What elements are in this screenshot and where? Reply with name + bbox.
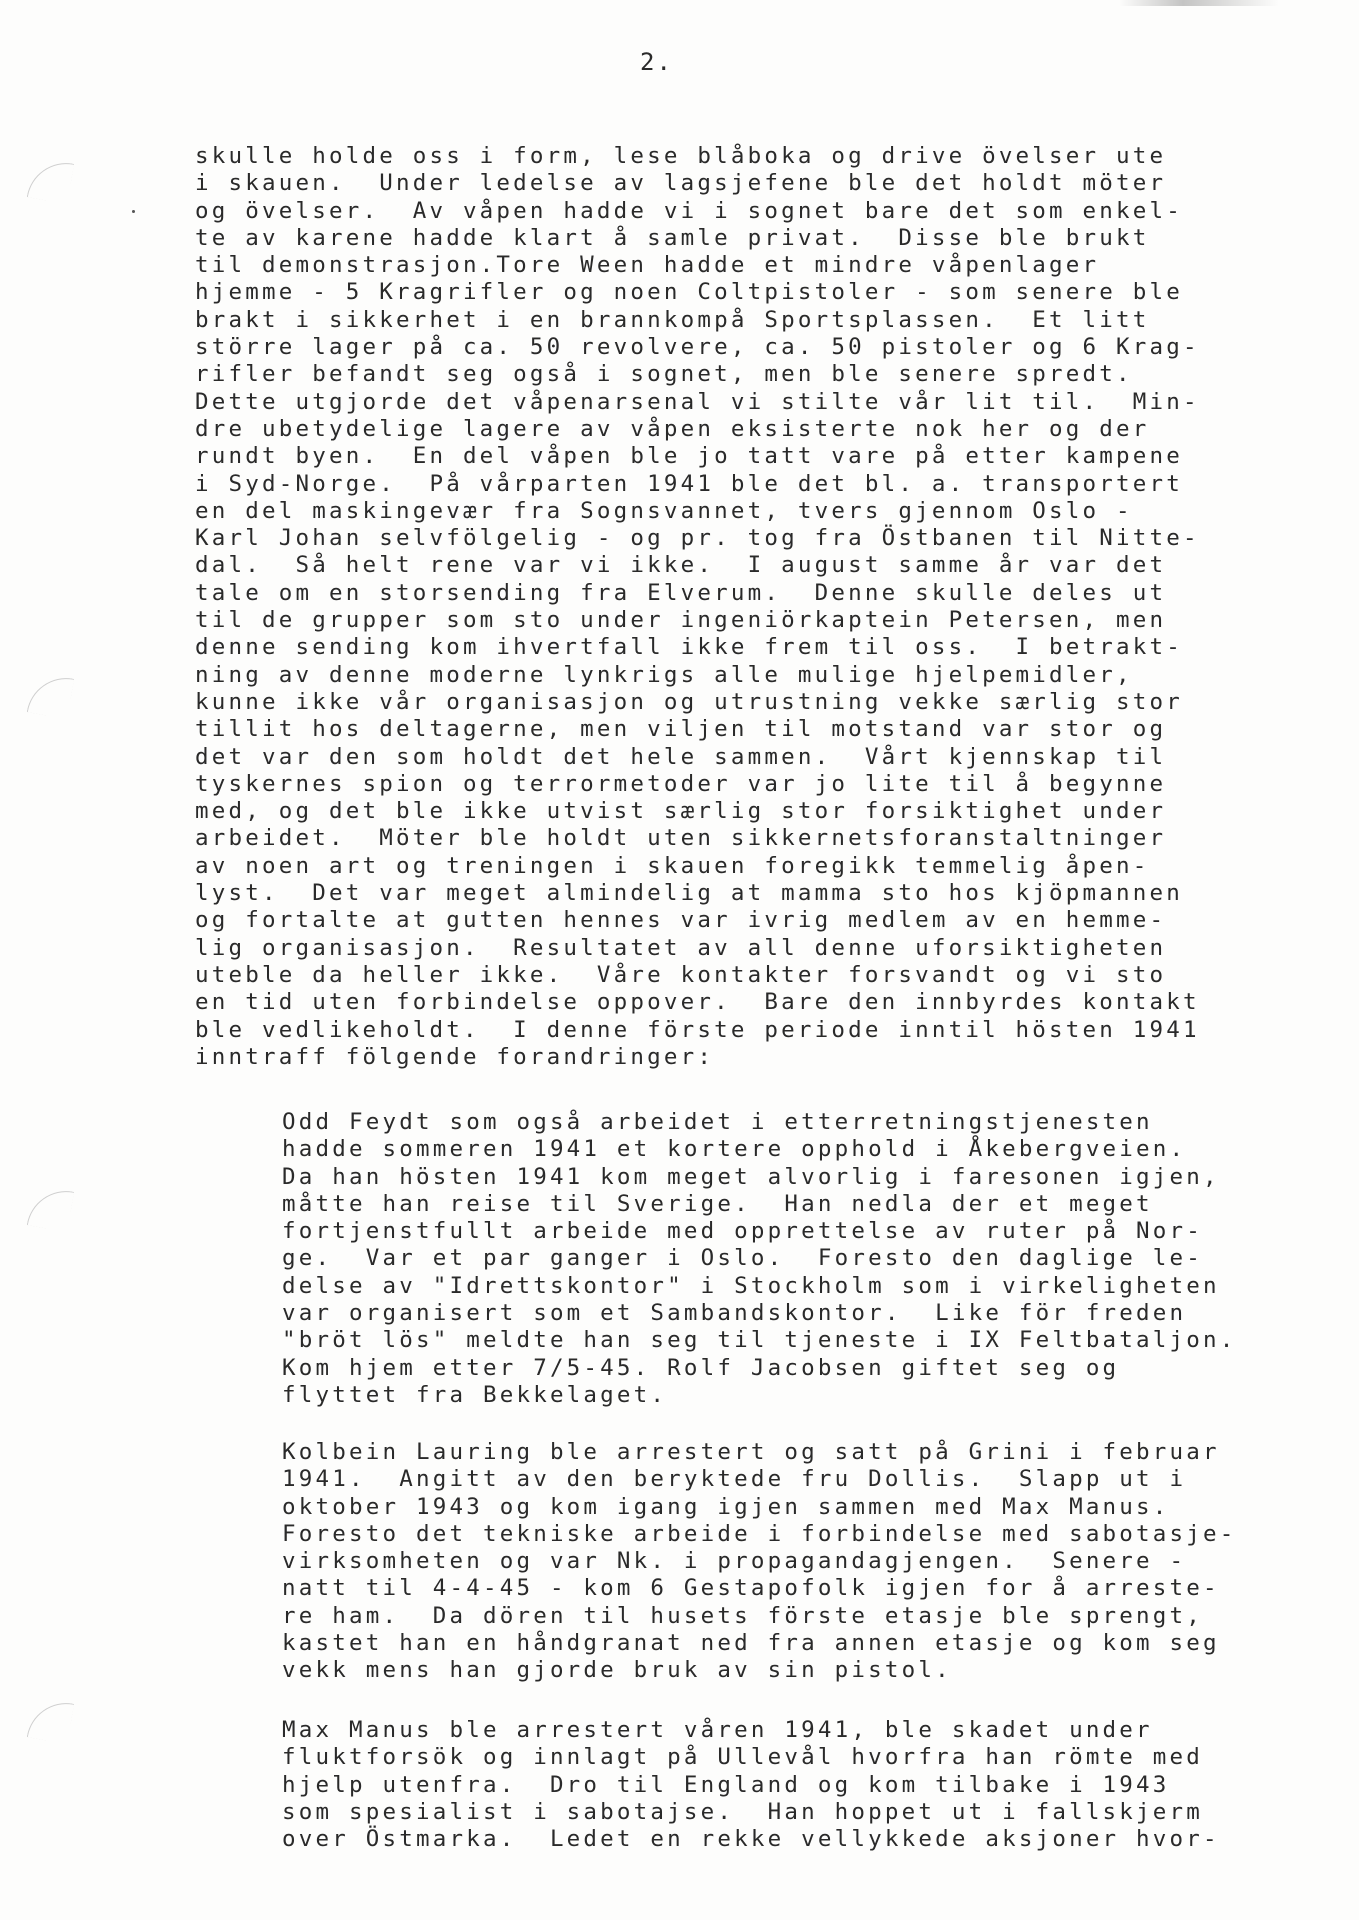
- text-line: Odd Feydt som også arbeidet i etterretningstjenesten: [282, 1109, 1153, 1135]
- text-line: i Syd-Norge. På vårparten 1941 ble det bl. a. transportert: [195, 470, 1184, 497]
- text-line: dal. Så helt rene var vi ikke. I august samme år var det: [195, 552, 1167, 579]
- paragraph-intro: [195, 143, 1200, 1071]
- punch-hole-mark: [27, 1185, 74, 1232]
- text-line: re ham. Da dören til husets förste etasje ble sprengt,: [282, 1602, 1204, 1629]
- punch-hole-mark: [27, 157, 74, 204]
- text-line: tyskernes spion og terrormetoder var jo lite til å begynne: [195, 770, 1167, 797]
- paragraph-max-manus: [282, 1717, 1220, 1853]
- ink-speck: [132, 210, 135, 213]
- text-line: til de grupper som sto under ingeniörkaptein Petersen, men: [195, 607, 1167, 634]
- text-line: som spesialist i sabotajse. Han hoppet ut i fallskjerm: [282, 1798, 1204, 1825]
- text-line: dre ubetydelige lagere av våpen eksisterte nok her og der: [195, 415, 1150, 442]
- text-line: fluktforsök og innlagt på Ullevål hvorfra han römte med: [282, 1744, 1204, 1771]
- text-line: en del maskingevær fra Sognsvannet, tvers gjennom Oslo -: [195, 497, 1133, 524]
- text-line: skulle holde oss i form, lese blåboka og drive övelser ute: [195, 143, 1167, 169]
- paragraph-kolbein-lauring: [282, 1439, 1237, 1685]
- text-line: lig organisasjon. Resultatet av all denne uforsiktigheten: [195, 934, 1167, 961]
- text-line: Kom hjem etter 7/5-45. Rolf Jacobsen giftet seg og: [282, 1354, 1120, 1381]
- text-line: det var den som holdt det hele sammen. Vårt kjennskap til: [195, 743, 1167, 770]
- punch-hole-mark: [27, 672, 74, 719]
- text-line: rifler befandt seg også i sognet, men ble senere spredt.: [195, 361, 1133, 388]
- text-line: Karl Johan selvfölgelig - og pr. tog fra Östbanen til Nitte-: [195, 525, 1200, 552]
- text-line: med, og det ble ikke utvist særlig stor forsiktighet under: [195, 798, 1167, 825]
- text-line: til demonstrasjon.Tore Ween hadde et mindre våpenlager: [195, 252, 1100, 279]
- text-line: Dette utgjorde det våpenarsenal vi stilte vår lit til. Min-: [195, 388, 1200, 415]
- text-line: inntraff fölgende forandringer:: [195, 1043, 715, 1070]
- text-line: tillit hos deltagerne, men viljen til motstand var stor og: [195, 716, 1167, 743]
- text-line: kunne ikke vår organisasjon og utrustning vekke særlig stor: [195, 688, 1184, 715]
- text-line: Foresto det tekniske arbeide i forbindelse med sabotasje-: [282, 1520, 1237, 1547]
- text-line: delse av "Idrettskontor" i Stockholm som i virkeligheten: [282, 1272, 1220, 1299]
- text-line: Da han hösten 1941 kom meget alvorlig i faresonen igjen,: [282, 1163, 1220, 1190]
- text-line: Kolbein Lauring ble arrestert og satt på Grini i februar: [282, 1439, 1220, 1465]
- text-line: oktober 1943 og kom igang igjen sammen med Max Manus.: [282, 1493, 1170, 1520]
- text-line: hjemme - 5 Kragrifler og noen Coltpistoler - som senere ble: [195, 279, 1184, 306]
- text-line: virksomheten og var Nk. i propagandagjengen. Senere -: [282, 1548, 1187, 1575]
- text-line: arbeidet. Möter ble holdt uten sikkernetsforanstaltninger: [195, 825, 1167, 852]
- text-line: tale om en storsending fra Elverum. Denne skulle deles ut: [195, 579, 1167, 606]
- text-line: denne sending kom ihvertfall ikke frem til oss. I betrakt-: [195, 634, 1184, 661]
- punch-hole-mark: [27, 1697, 74, 1744]
- text-line: og övelser. Av våpen hadde vi i sognet bare det som enkel-: [195, 197, 1184, 224]
- text-line: hadde sommeren 1941 et kortere opphold i Åkebergveien.: [282, 1136, 1187, 1163]
- text-line: större lager på ca. 50 revolvere, ca. 50 pistoler og 6 Krag-: [195, 334, 1200, 361]
- text-line: i skauen. Under ledelse av lagsjefene ble det holdt möter: [195, 170, 1167, 197]
- text-line: ble vedlikeholdt. I denne förste periode inntil hösten 1941: [195, 1016, 1200, 1043]
- text-line: hjelp utenfra. Dro til England og kom tilbake i 1943: [282, 1771, 1170, 1798]
- text-line: ning av denne moderne lynkrigs alle mulige hjelpemidler,: [195, 661, 1133, 688]
- text-line: lyst. Det var meget almindelig at mamma sto hos kjöpmannen: [195, 880, 1184, 907]
- text-line: brakt i sikkerhet i en brannkompå Sportsplassen. Et litt: [195, 306, 1150, 333]
- text-line: en tid uten forbindelse oppover. Bare den innbyrdes kontakt: [195, 989, 1200, 1016]
- text-line: te av karene hadde klart å samle privat. Disse ble brukt: [195, 224, 1150, 251]
- text-line: kastet han en håndgranat ned fra annen etasje og kom seg: [282, 1630, 1220, 1657]
- text-line: rundt byen. En del våpen ble jo tatt vare på etter kampene: [195, 443, 1184, 470]
- text-line: var organisert som et Sambandskontor. Like för freden: [282, 1300, 1187, 1327]
- text-line: fortjenstfullt arbeide med opprettelse av ruter på Nor-: [282, 1218, 1204, 1245]
- text-line: måtte han reise til Sverige. Han nedla der et meget: [282, 1190, 1153, 1217]
- text-line: flyttet fra Bekkelaget.: [282, 1381, 668, 1408]
- page-number: 2.: [640, 48, 673, 76]
- text-line: Max Manus ble arrestert våren 1941, ble skadet under: [282, 1717, 1153, 1743]
- text-line: ge. Var et par ganger i Oslo. Foresto den daglige le-: [282, 1245, 1204, 1272]
- paragraph-odd-feydt: [282, 1109, 1237, 1409]
- text-line: natt til 4-4-45 - kom 6 Gestapofolk igjen for å arreste-: [282, 1575, 1220, 1602]
- text-line: 1941. Angitt av den beryktede fru Dollis. Slapp ut i: [282, 1466, 1187, 1493]
- text-line: over Östmarka. Ledet en rekke vellykkede aksjoner hvor-: [282, 1826, 1220, 1853]
- text-line: vekk mens han gjorde bruk av sin pistol.: [282, 1657, 952, 1684]
- scan-mark: [1119, 0, 1279, 6]
- text-line: "bröt lös" meldte han seg til tjeneste i IX Feltbataljon.: [282, 1327, 1237, 1354]
- text-line: og fortalte at gutten hennes var ivrig medlem av en hemme-: [195, 907, 1167, 934]
- text-line: uteble da heller ikke. Våre kontakter forsvandt og vi sto: [195, 961, 1167, 988]
- text-line: av noen art og treningen i skauen foregikk temmelig åpen-: [195, 852, 1150, 879]
